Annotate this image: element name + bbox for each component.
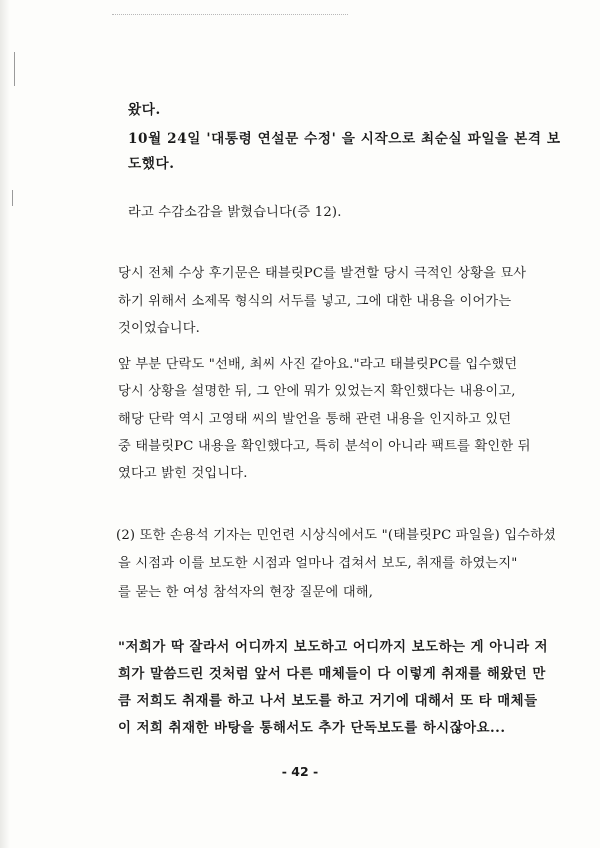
- body-line: 중 태블릿PC 내용을 확인했다고, 특히 분석이 아니라 팩트를 확인한 뒤: [118, 439, 531, 454]
- body-line: 앞 부분 단락도 "선배, 최씨 사진 같아요."라고 태블릿PC를 입수했던: [118, 357, 518, 372]
- scan-margin-mark: [14, 52, 15, 86]
- excerpt-line: 도했다.: [128, 156, 175, 172]
- body-line: 라고 수감소감을 밝혔습니다(증 12).: [128, 205, 342, 220]
- scan-top-rule: [112, 14, 348, 16]
- body-line: 해당 단락 역시 고영태 씨의 발언을 통해 관련 내용을 인지하고 있던: [118, 412, 512, 427]
- body-line: 을 시점과 이를 보도한 시점과 얼마나 겹쳐서 보도, 취재를 하였는지": [118, 556, 518, 571]
- excerpt-line: 10월 24일 '대통령 연설문 수정' 을 시작으로 최순실 파일을 본격 보: [128, 131, 561, 147]
- body-line: (2) 또한 손용석 기자는 민언련 시상식에서도 "(태블릿PC 파일을) 입수하셨: [116, 528, 557, 543]
- body-line: 당시 상황을 설명한 뒤, 그 안에 뭐가 있었는지 확인했다는 내용이고,: [118, 384, 516, 399]
- excerpt-line: 왔다.: [128, 102, 161, 118]
- quote-line: 희가 말씀드린 것처럼 앞서 다른 매체들이 다 이렇게 취재를 해왔던 만: [118, 666, 546, 682]
- body-line: 하기 위해서 소제목 형식의 서두를 넣고, 그에 대한 내용을 이어가는: [118, 294, 512, 309]
- scan-margin-mark: [12, 190, 13, 206]
- quote-line: "저희가 딱 잘라서 어디까지 보도하고 어디까지 보도하는 게 아니라 저: [118, 639, 549, 655]
- body-line: 를 묻는 한 여성 참석자의 현장 질문에 대해,: [118, 585, 374, 600]
- quote-line: 큼 저희도 취재를 하고 나서 보도를 하고 거기에 대해서 또 타 매체들: [118, 693, 538, 709]
- page-number: - 42 -: [281, 764, 319, 779]
- body-line: 였다고 밝힌 것입니다.: [118, 466, 248, 481]
- body-line: 것이었습니다.: [118, 321, 201, 336]
- body-line: 당시 전체 수상 후기문은 태블릿PC를 발견할 당시 극적인 상황을 묘사: [118, 266, 527, 281]
- quote-line: 이 저희 취재한 바탕을 통해서도 추가 단독보도를 하시잖아요...: [118, 720, 506, 736]
- scan-shadow: [0, 0, 10, 848]
